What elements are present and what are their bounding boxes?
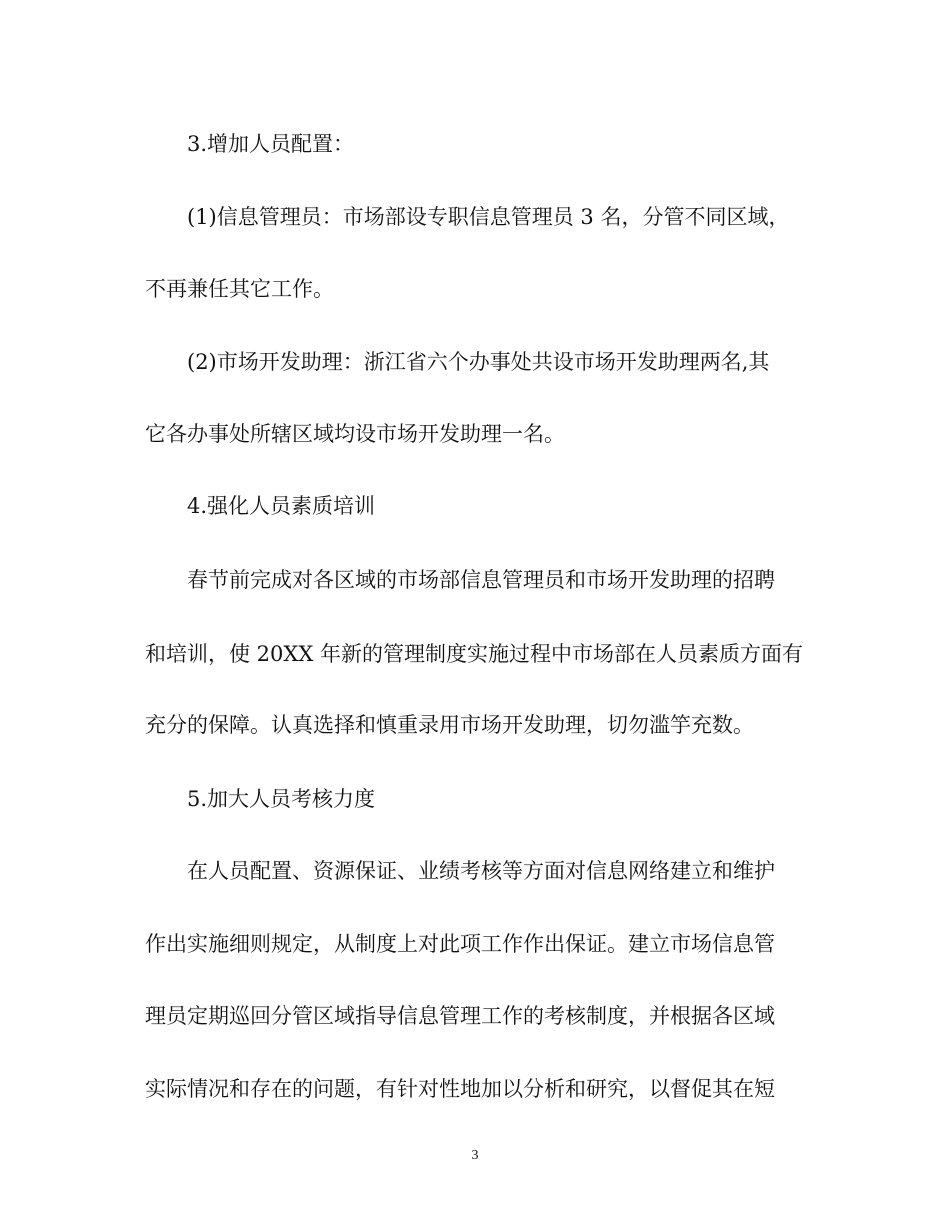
paragraph-line: 实际情况和存在的问题，有针对性地加以分析和研究，以督促其在短 bbox=[145, 1077, 775, 1101]
section-heading-4: 4.强化人员素质培训 bbox=[187, 494, 376, 518]
section-heading-3: 3.增加人员配置： bbox=[187, 132, 355, 156]
paragraph-line: (1)信息管理员：市场部设专职信息管理员 3 名，分管不同区域， bbox=[187, 205, 790, 229]
paragraph-line: 不再兼任其它工作。 bbox=[145, 277, 334, 301]
paragraph-line: 和培训，使 20XX 年新的管理制度实施过程中市场部在人员素质方面有 bbox=[145, 642, 803, 666]
paragraph-line: 作出实施细则规定，从制度上对此项工作作出保证。建立市场信息管 bbox=[145, 932, 775, 956]
page-number: 3 bbox=[471, 1148, 479, 1163]
paragraph-line: (2)市场开发助理：浙江省六个办事处共设市场开发助理两名,其 bbox=[187, 350, 770, 374]
section-heading-5: 5.加大人员考核力度 bbox=[187, 787, 376, 811]
paragraph-line: 充分的保障。认真选择和慎重录用市场开发助理，切勿滥竽充数。 bbox=[145, 713, 754, 737]
paragraph-line: 它各办事处所辖区域均设市场开发助理一名。 bbox=[145, 422, 565, 446]
paragraph-line: 理员定期巡回分管区域指导信息管理工作的考核制度，并根据各区域 bbox=[145, 1004, 775, 1028]
paragraph-line: 春节前完成对各区域的市场部信息管理员和市场开发助理的招聘 bbox=[187, 568, 775, 592]
paragraph-line: 在人员配置、资源保证、业绩考核等方面对信息网络建立和维护 bbox=[187, 859, 775, 883]
